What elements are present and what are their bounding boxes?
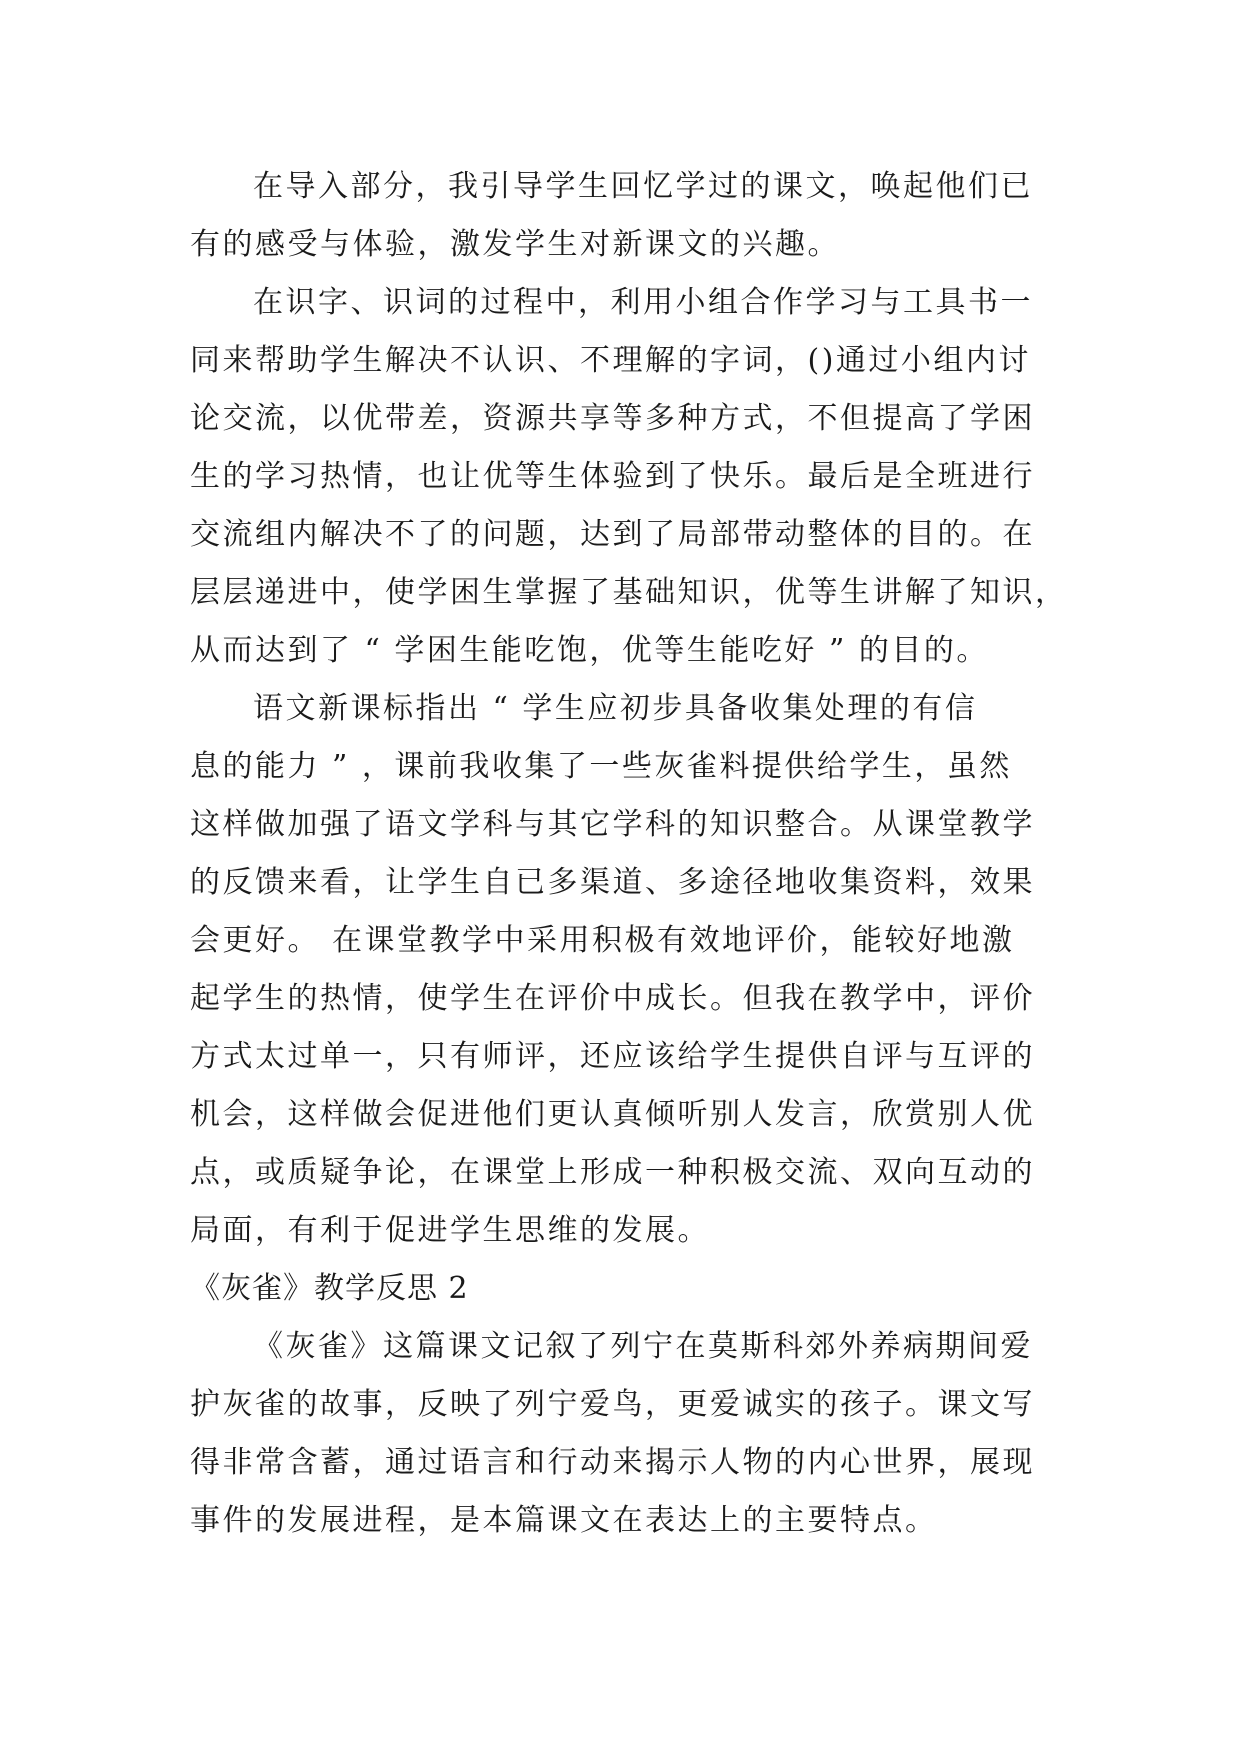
text-line: 论交流，以优带差，资源共享等多种方式，不但提高了学困 <box>190 401 1035 436</box>
text-line: 会更好。 在课堂教学中采用积极有效地评价，能较好地激 <box>190 923 1015 958</box>
paragraph-summary <box>190 1318 1050 1550</box>
text-line: 这样做加强了语文学科与其它学科的知识整合。从课堂教学 <box>190 807 1035 842</box>
text-line: 同来帮助学生解决不认识、不理解的字词，()通过小组内讨 <box>190 343 1031 378</box>
text-line: 语文新课标指出 “ 学生应初步具备收集处理的有信 <box>253 691 978 726</box>
section-heading <box>190 1260 1050 1318</box>
text-line: 事件的发展进程，是本篇课文在表达上的主要特点。 <box>190 1503 938 1538</box>
text-line: 层层递进中，使学困生掌握了基础知识，优等生讲解了知识， <box>190 575 1068 610</box>
text-line: 点，或质疑争论，在课堂上形成一种积极交流、双向互动的 <box>190 1155 1035 1190</box>
text-line: 的反馈来看，让学生自已多渠道、多途径地收集资料，效果 <box>190 865 1035 900</box>
text-line: 息的能力 ” ，课前我收集了一些灰雀料提供给学生，虽然 <box>190 749 1012 784</box>
paragraph-curriculum <box>190 680 1050 1260</box>
text-line: 得非常含蓄，通过语言和行动来揭示人物的内心世界，展现 <box>190 1445 1035 1480</box>
text-line: 从而达到了 “ 学困生能吃饱，优等生能吃好 ” 的目的。 <box>190 633 989 668</box>
text-line: 局面，有利于促进学生思维的发展。 <box>190 1213 710 1248</box>
text-line: 《灰雀》这篇课文记叙了列宁在莫斯科郊外养病期间爱 <box>253 1329 1033 1364</box>
paragraph-literacy <box>190 274 1068 680</box>
text-line: 有的感受与体验，激发学生对新课文的兴趣。 <box>190 227 840 262</box>
text-line: 交流组内解决不了的问题，达到了局部带动整体的目的。在 <box>190 517 1035 552</box>
text-line: 方式太过单一，只有师评，还应该给学生提供自评与互评的 <box>190 1039 1035 1074</box>
section-heading-text: 《灰雀》教学反思 2 <box>190 1271 469 1306</box>
text-line: 机会，这样做会促进他们更认真倾听别人发言，欣赏别人优 <box>190 1097 1035 1132</box>
text-line: 生的学习热情，也让优等生体验到了快乐。最后是全班进行 <box>190 459 1035 494</box>
text-line: 护灰雀的故事，反映了列宁爱鸟，更爱诚实的孩子。课文写 <box>190 1387 1035 1422</box>
text-line: 起学生的热情，使学生在评价中成长。但我在教学中，评价 <box>190 981 1035 1016</box>
text-line: 在导入部分，我引导学生回忆学过的课文，唤起他们已 <box>253 169 1033 204</box>
text-line: 在识字、识词的过程中，利用小组合作学习与工具书一 <box>253 285 1033 320</box>
document-body <box>190 158 1068 1550</box>
paragraph-intro <box>190 158 1050 274</box>
